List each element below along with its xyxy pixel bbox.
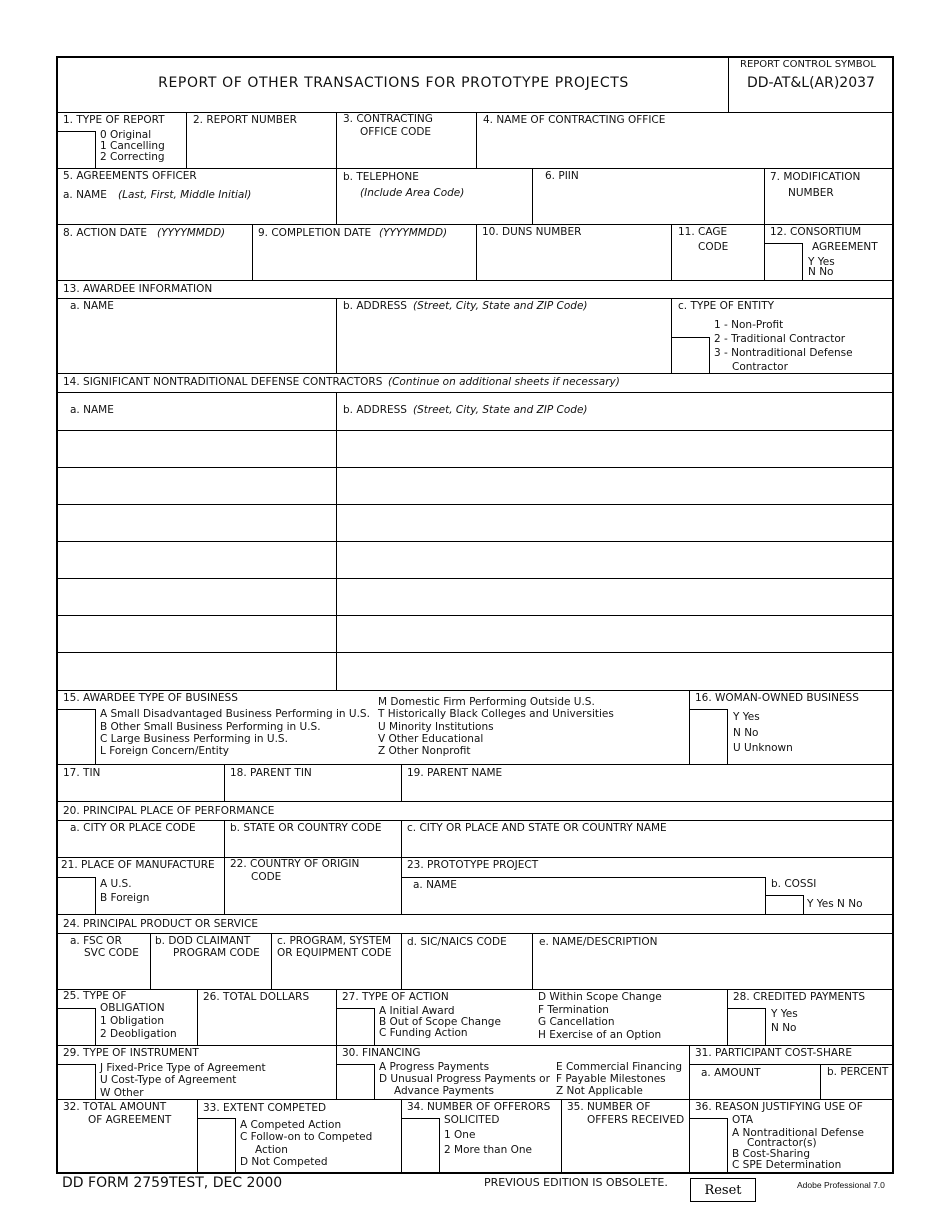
option: C SPE Determination <box>732 1159 842 1171</box>
field-33-input-box[interactable] <box>198 1118 236 1174</box>
field-23b-label: b. COSSI <box>771 878 817 890</box>
obsolete-notice: PREVIOUS EDITION IS OBSOLETE. <box>484 1176 668 1189</box>
field-19-label: 19. PARENT NAME <box>407 767 503 779</box>
table-row-address[interactable] <box>337 505 894 542</box>
field-25-label-2: OBLIGATION <box>100 1002 165 1014</box>
field-23-prototype-project <box>402 858 894 915</box>
option: L Foreign Concern/Entity <box>100 745 230 757</box>
field-24b-label-2: PROGRAM CODE <box>173 947 260 959</box>
option: Contractor(s) <box>747 1137 817 1149</box>
option: T Historically Black Colleges and Universities <box>378 708 614 720</box>
field-13c-label: c. TYPE OF ENTITY <box>678 300 775 312</box>
field-3-office-code[interactable] <box>337 113 477 169</box>
software-label: Adobe Professional 7.0 <box>797 1180 885 1190</box>
field-24c-program-code[interactable] <box>272 934 402 990</box>
field-20-header <box>58 802 894 821</box>
page-title: REPORT OF OTHER TRANSACTIONS FOR PROTOTYPE PROJECTS <box>158 75 629 91</box>
field-34-label: 34. NUMBER OF OFFERORS <box>407 1101 551 1113</box>
field-12-consortium-agreement <box>765 225 894 281</box>
field-14-label: 14. SIGNIFICANT NONTRADITIONAL DEFENSE CONTRACTORS <box>63 376 383 388</box>
field-35-label: 35. NUMBER OF <box>567 1101 651 1113</box>
field-22-label: 22. COUNTRY OF ORIGIN <box>230 858 360 870</box>
field-20-label: 20. PRINCIPAL PLACE OF PERFORMANCE <box>63 805 275 817</box>
option: 2 Correcting <box>100 151 165 163</box>
field-8-action-date[interactable] <box>58 225 253 281</box>
field-22-country-of-origin[interactable] <box>225 858 402 915</box>
field-31-cost-share <box>690 1046 894 1100</box>
field-31-label: 31. PARTICIPANT COST-SHARE <box>695 1047 852 1059</box>
field-9-label: 9. COMPLETION DATE <box>258 227 372 239</box>
field-14a-label: a. NAME <box>70 404 114 416</box>
field-23a-name-input[interactable] <box>402 877 766 915</box>
field-10-duns-number[interactable] <box>477 225 672 281</box>
field-32-label-2: OF AGREEMENT <box>88 1114 172 1126</box>
field-17-tin[interactable] <box>58 765 225 802</box>
field-20b-label: b. STATE OR COUNTRY CODE <box>230 822 382 834</box>
field-24c-label-2: OR EQUIPMENT CODE <box>277 947 392 959</box>
field-27-label: 27. TYPE OF ACTION <box>342 991 449 1003</box>
field-32-label: 32. TOTAL AMOUNT <box>63 1101 167 1113</box>
field-13a-label: a. NAME <box>70 300 114 312</box>
field-24d-label: d. SIC/NAICS CODE <box>407 936 507 948</box>
option: C Follow-on to Competed <box>240 1131 373 1143</box>
option: D Unusual Progress Payments or <box>379 1073 550 1085</box>
option: 1 One <box>444 1129 476 1141</box>
option: 2 More than One <box>444 1144 532 1156</box>
field-17-label: 17. TIN <box>63 767 101 779</box>
field-30-input-box[interactable] <box>337 1064 375 1100</box>
field-2-label: 2. REPORT NUMBER <box>193 114 297 126</box>
field-13b-address[interactable] <box>337 299 672 374</box>
field-2-report-number[interactable] <box>187 113 337 169</box>
option: U Minority Institutions <box>378 721 494 733</box>
option: B Foreign <box>100 892 150 904</box>
field-13c-entity-type <box>672 299 894 374</box>
table-row-name[interactable] <box>58 468 337 505</box>
field-24-label: 24. PRINCIPAL PRODUCT OR SERVICE <box>63 918 258 930</box>
table-row-address[interactable] <box>337 616 894 653</box>
option: 0 Original <box>100 129 152 141</box>
option: Y Yes <box>808 256 835 268</box>
field-31b-percent-input[interactable] <box>821 1064 894 1100</box>
field-20a-label: a. CITY OR PLACE CODE <box>70 822 196 834</box>
field-24a-label-2: SVC CODE <box>84 947 139 959</box>
option: F Termination <box>538 1004 609 1016</box>
option: U Cost-Type of Agreement <box>100 1074 237 1086</box>
option: Action <box>255 1144 288 1156</box>
field-29-label: 29. TYPE OF INSTRUMENT <box>63 1047 199 1059</box>
field-23a-label: a. NAME <box>413 879 457 891</box>
control-symbol: DD-AT&L(AR)2037 <box>747 75 875 91</box>
option: A Competed Action <box>240 1119 342 1131</box>
reset-button[interactable]: Reset <box>690 1178 756 1202</box>
option: E Commercial Financing <box>556 1061 683 1073</box>
field-12-label: 12. CONSORTIUM <box>770 226 862 238</box>
field-30-label: 30. FINANCING <box>342 1047 421 1059</box>
field-14a-name-header <box>58 393 337 431</box>
field-14-header <box>58 374 894 393</box>
field-13-header <box>58 281 894 299</box>
option: V Other Educational <box>378 733 484 745</box>
field-5b-hint: (Include Area Code) <box>360 187 465 199</box>
field-16-input-box[interactable] <box>690 709 728 765</box>
field-1-type-of-report <box>58 113 187 169</box>
option: N No <box>808 266 834 278</box>
field-34-label-2: SOLICITED <box>444 1114 500 1126</box>
field-24c-label: c. PROGRAM, SYSTEM <box>277 935 392 947</box>
field-33-label: 33. EXTENT COMPETED <box>203 1102 327 1114</box>
field-1-input-box[interactable] <box>58 131 96 169</box>
field-15-label: 15. AWARDEE TYPE OF BUSINESS <box>63 692 238 704</box>
field-5-label: 5. AGREEMENTS OFFICER <box>63 170 197 182</box>
field-13a-name[interactable] <box>58 299 337 374</box>
field-24b-label: b. DOD CLAIMANT <box>155 935 251 947</box>
field-29-input-box[interactable] <box>58 1064 96 1100</box>
field-14b-label: b. ADDRESS <box>343 404 407 416</box>
field-34-input-box[interactable] <box>402 1118 440 1174</box>
field-18-parent-tin[interactable] <box>225 765 402 802</box>
field-16-label: 16. WOMAN-OWNED BUSINESS <box>695 692 859 704</box>
field-20b-state-code[interactable] <box>225 821 402 858</box>
field-13-label: 13. AWARDEE INFORMATION <box>63 283 213 295</box>
option: 1 Cancelling <box>100 140 165 152</box>
field-7-label: 7. MODIFICATION <box>770 171 861 183</box>
field-24e-description[interactable] <box>533 934 894 990</box>
field-22-label-2: CODE <box>251 871 282 883</box>
table-row-address[interactable] <box>337 542 894 579</box>
field-24d-sic-naics[interactable] <box>402 934 533 990</box>
option: Y Yes N No <box>807 898 863 910</box>
field-24e-label: e. NAME/DESCRIPTION <box>539 936 658 948</box>
field-21-input-box[interactable] <box>58 877 96 915</box>
option: N No <box>771 1022 797 1034</box>
field-18-label: 18. PARENT TIN <box>230 767 312 779</box>
option: B Out of Scope Change <box>379 1016 501 1028</box>
option: Y Yes <box>771 1008 798 1020</box>
field-28-input-box[interactable] <box>728 1008 766 1046</box>
field-10-label: 10. DUNS NUMBER <box>482 226 582 238</box>
field-24-header <box>58 915 894 934</box>
field-28-label: 28. CREDITED PAYMENTS <box>733 991 866 1003</box>
field-25-input-box[interactable] <box>58 1008 96 1046</box>
field-19-parent-name[interactable] <box>402 765 894 802</box>
option: F Payable Milestones <box>556 1073 666 1085</box>
table-row-address[interactable] <box>337 431 894 468</box>
field-5-agreements-officer[interactable] <box>58 169 337 225</box>
option: B Cost-Sharing <box>732 1148 810 1160</box>
field-23b-input-box[interactable] <box>766 895 804 915</box>
control-symbol-label: REPORT CONTROL SYMBOL <box>740 59 876 70</box>
field-36-input-box[interactable] <box>690 1118 728 1174</box>
field-5b-label: b. TELEPHONE <box>343 171 419 183</box>
option: C Funding Action <box>379 1027 468 1039</box>
field-11-label-2: CODE <box>698 241 729 253</box>
field-6-piin[interactable] <box>533 169 765 225</box>
field-20c-city-state-name[interactable] <box>402 821 894 858</box>
field-35-offers-received[interactable] <box>562 1100 690 1174</box>
field-36-ota-justification <box>690 1100 894 1174</box>
form-frame <box>56 56 894 1174</box>
field-15-input-box[interactable] <box>58 709 96 765</box>
field-32-total-amount[interactable] <box>58 1100 198 1174</box>
field-24b-claimant-code[interactable] <box>151 934 272 990</box>
option: 3 - Nontraditional Defense <box>714 347 853 359</box>
option: A Small Disadvantaged Business Performing in U.S. <box>100 708 370 720</box>
field-35-label-2: OFFERS RECEIVED <box>587 1114 685 1126</box>
field-14b-address-header <box>337 393 894 431</box>
field-8-hint: (YYYYMMDD) <box>157 227 226 239</box>
field-16-woman-owned <box>690 691 894 765</box>
field-4-label: 4. NAME OF CONTRACTING OFFICE <box>483 114 666 126</box>
control-symbol-cell <box>729 58 894 113</box>
field-31a-label: a. AMOUNT <box>701 1067 761 1079</box>
field-36-label: 36. REASON JUSTIFYING USE OF <box>695 1101 863 1113</box>
field-6-label: 6. PIIN <box>545 170 579 182</box>
option: A U.S. <box>100 878 132 890</box>
option: N No <box>733 727 759 739</box>
option: Z Other Nonprofit <box>378 745 471 757</box>
table-row-address[interactable] <box>337 653 894 691</box>
field-29-instrument-type <box>58 1046 337 1100</box>
field-27-input-box[interactable] <box>337 1008 375 1046</box>
field-11-cage-code[interactable] <box>672 225 765 281</box>
field-24a-fsc-code[interactable] <box>58 934 151 990</box>
field-28-credited-payments <box>728 990 894 1046</box>
field-5a-hint: (Last, First, Middle Initial) <box>118 189 252 201</box>
option: 2 - Traditional Contractor <box>714 333 846 345</box>
form-id: DD FORM 2759TEST, DEC 2000 <box>62 1175 283 1191</box>
field-36-label-2: OTA <box>732 1114 754 1126</box>
option: 1 - Non-Profit <box>714 319 784 331</box>
field-13c-input-box[interactable] <box>672 337 710 374</box>
field-7-modification-number[interactable] <box>765 169 894 225</box>
field-24a-label: a. FSC OR <box>70 935 122 947</box>
option: Y Yes <box>733 711 760 723</box>
option: D Within Scope Change <box>538 991 662 1003</box>
field-15-business-type <box>58 691 690 765</box>
option: A Nontraditional Defense <box>732 1127 864 1139</box>
option: J Fixed-Price Type of Agreement <box>100 1062 266 1074</box>
field-25-label: 25. TYPE OF <box>63 990 127 1002</box>
option: D Not Competed <box>240 1156 328 1168</box>
field-34-offerors-solicited <box>402 1100 562 1174</box>
option: A Progress Payments <box>379 1061 490 1073</box>
table-row-name[interactable] <box>58 653 337 691</box>
field-27-action-type <box>337 990 728 1046</box>
field-20c-label: c. CITY OR PLACE AND STATE OR COUNTRY NAME <box>407 822 667 834</box>
field-13b-label: b. ADDRESS <box>343 300 407 312</box>
field-31b-label: b. PERCENT <box>827 1066 889 1078</box>
field-12-label-2: AGREEMENT <box>812 241 878 253</box>
field-30-financing <box>337 1046 690 1100</box>
field-11-label: 11. CAGE <box>678 226 728 238</box>
option: M Domestic Firm Performing Outside U.S. <box>378 696 595 708</box>
option: B Other Small Business Performing in U.S. <box>100 721 321 733</box>
field-14b-hint: (Street, City, State and ZIP Code) <box>413 404 588 416</box>
field-1-label: 1. TYPE OF REPORT <box>63 114 165 126</box>
field-21-place-of-manufacture <box>58 858 225 915</box>
field-5b-telephone[interactable] <box>337 169 533 225</box>
option: 2 Deobligation <box>100 1028 177 1040</box>
field-3-label: 3. CONTRACTING <box>343 113 433 125</box>
field-14-hint: (Continue on additional sheets if necessary) <box>388 376 620 388</box>
option: 1 Obligation <box>100 1015 164 1027</box>
option: Z Not Applicable <box>556 1085 643 1097</box>
option: U Unknown <box>733 742 793 754</box>
option: W Other <box>100 1087 144 1099</box>
field-20a-city-code[interactable] <box>58 821 225 858</box>
field-13b-hint: (Street, City, State and ZIP Code) <box>413 300 588 312</box>
field-31a-amount-input[interactable] <box>690 1064 821 1100</box>
table-row-name[interactable] <box>58 505 337 542</box>
option: Contractor <box>732 361 788 373</box>
field-5a-label: a. NAME <box>63 189 107 201</box>
table-row-name[interactable] <box>58 542 337 579</box>
field-4-office-name[interactable] <box>477 113 894 169</box>
field-33-extent-competed <box>198 1100 402 1174</box>
field-26-total-dollars[interactable] <box>198 990 337 1046</box>
field-12-input-box[interactable] <box>765 243 803 281</box>
table-row-name[interactable] <box>58 431 337 468</box>
option: A Initial Award <box>379 1005 455 1017</box>
field-8-label: 8. ACTION DATE <box>63 227 147 239</box>
header-title-cell <box>58 58 729 113</box>
field-7-label-2: NUMBER <box>788 187 834 199</box>
option: C Large Business Performing in U.S. <box>100 733 288 745</box>
field-26-label: 26. TOTAL DOLLARS <box>203 991 310 1003</box>
table-row-address[interactable] <box>337 468 894 505</box>
table-row-name[interactable] <box>58 616 337 653</box>
field-25-obligation-type <box>58 990 198 1046</box>
field-3-label-2: OFFICE CODE <box>360 126 432 138</box>
option: H Exercise of an Option <box>538 1029 662 1041</box>
field-21-label: 21. PLACE OF MANUFACTURE <box>61 859 215 871</box>
field-9-completion-date[interactable] <box>253 225 477 281</box>
field-9-hint: (YYYYMMDD) <box>379 227 448 239</box>
option: G Cancellation <box>538 1016 615 1028</box>
option: Advance Payments <box>394 1085 494 1097</box>
table-row-address[interactable] <box>337 579 894 616</box>
field-23-label: 23. PROTOTYPE PROJECT <box>407 859 539 871</box>
table-row-name[interactable] <box>58 579 337 616</box>
